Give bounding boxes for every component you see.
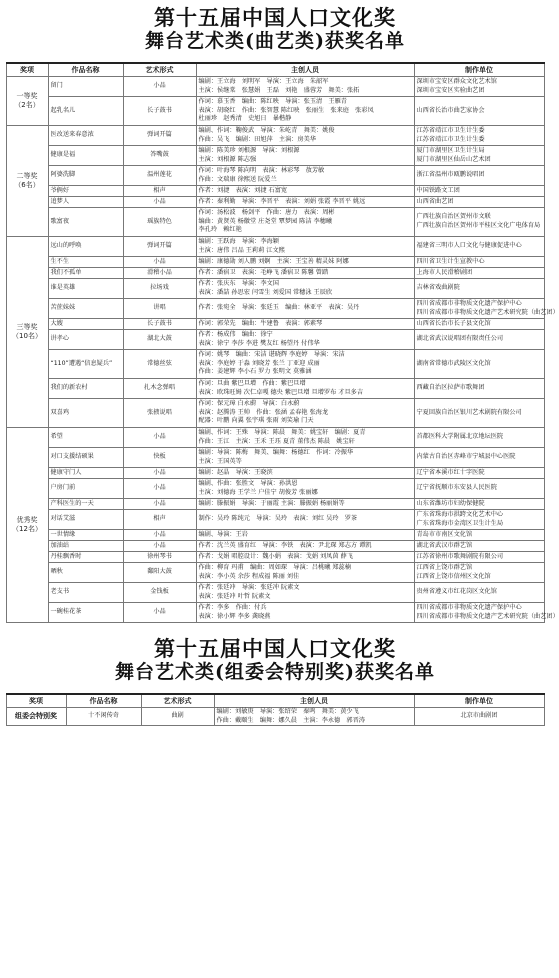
awards-table xyxy=(6,62,559,623)
art-form: 张掖说唱 xyxy=(123,399,196,428)
creators-line: 编曲：黄贤英 杨徽堂 庄尧堂 覃梦园 陈洁 李穗曦 xyxy=(198,217,333,225)
creators-line: 主演：唐伟 吕品 王莉莉 江文熙 xyxy=(198,246,285,254)
page-title-special: 第十五届中国人口文化奖 xyxy=(154,636,396,661)
unit-line: 四川省成都市非物质文化遗产艺术研究院（曲艺团） xyxy=(416,308,559,316)
work-title: 苦蔗妹妹 xyxy=(48,299,123,319)
creators-cell xyxy=(196,541,414,552)
creators-line: 制作：吴玲 陈纯元 导演：吴玲 表演：刘红 吴玲 罗茶 xyxy=(198,515,358,523)
creators-cell xyxy=(196,257,414,268)
unit-line: 宁夏回族自治区银川艺术剧院有限公司 xyxy=(416,408,522,416)
art-form: 瑶族特色 xyxy=(123,208,196,237)
header-creators: 主创人员 xyxy=(214,694,414,708)
work-title: 我们的新农村 xyxy=(48,379,123,399)
creators-line: 作者：潘宿卫 表演：毛峥飞 潘宿卫 陈馨 曾踏 xyxy=(198,268,329,276)
table-row xyxy=(6,708,544,726)
work-title: 产科医生的一天 xyxy=(48,499,123,510)
header-form: 艺术形式 xyxy=(141,694,214,708)
unit-cell xyxy=(414,530,544,541)
unit-cell xyxy=(414,208,544,237)
work-title: “110”遭遇“信息疑兵” xyxy=(48,350,123,379)
unit-line: 江西省上饶市信州区文化馆 xyxy=(416,572,491,580)
creators-cell xyxy=(196,510,414,530)
creators-line: 编剧：导演：陈梅 舞美、编舞：杨德红 作词：冷振华 xyxy=(198,448,354,456)
table-row xyxy=(6,552,544,563)
creators-line: 作词：旦曲 紫巴旦增 作曲：紫巴旦增 xyxy=(198,379,306,387)
work-title: 留门 xyxy=(48,77,123,97)
table-header-row xyxy=(6,694,544,708)
unit-line: 江苏省徐州市歌舞剧院有限公司 xyxy=(416,552,504,560)
creators-line: 杜丽珍 赵秀清 史旭日 暴楷静 xyxy=(198,115,292,123)
creators-cell xyxy=(214,708,414,726)
award-count: （6名） xyxy=(14,181,40,189)
unit-line: 上海市人民滑稽剧团 xyxy=(416,268,473,276)
creators-line: 编剧：王立海 刘明军 导演：王立海 朱韶军 xyxy=(198,77,329,85)
unit-cell xyxy=(414,330,544,350)
creators-cell xyxy=(196,530,414,541)
table-row xyxy=(6,146,544,166)
unit-line: 四川省成都市非物质文化遗产艺术研究院（曲艺团） xyxy=(416,612,559,620)
unit-cell xyxy=(414,186,544,197)
art-form: 相声 xyxy=(123,186,196,197)
work-title: 希望 xyxy=(48,428,123,448)
unit-line: 四川省成都市非物质文化遗产保护中心 xyxy=(416,299,522,307)
creators-cell xyxy=(196,319,414,330)
creators-line: 表演：徐小辉 李多 龚晓燕 xyxy=(198,612,271,620)
award-name: 一等奖 xyxy=(16,92,38,101)
unit-line: 四川省卫生计生宣教中心 xyxy=(416,257,485,265)
page-subtitle-special: 舞台艺术类(组委会特别奖)获奖名单 xyxy=(115,661,435,683)
unit-line: 辽宁省本溪市红十字医院 xyxy=(416,468,485,476)
creators-line: 作词：郭荣先 编曲：牛建鲁 表演：郭素琴 xyxy=(198,319,323,327)
creators-cell xyxy=(196,237,414,257)
table-row xyxy=(6,448,544,468)
unit-line: 广东省珠海市拱跨文化艺术中心 xyxy=(416,510,504,518)
art-form: 滑稽小品 xyxy=(123,268,196,279)
creators-line: 作者：沈兰英 盛育红 导演：李铁 表演：尹北琛 郑志方 谭凯 xyxy=(198,541,372,549)
art-form: 小品 xyxy=(123,499,196,510)
awards-table-body xyxy=(6,77,559,623)
creators-line: 作词：汤松波 杨剑平 作曲：唐力 表演：周彬 xyxy=(198,209,335,217)
unit-cell xyxy=(414,603,559,623)
work-title: 健康守门人 xyxy=(48,468,123,479)
creators-cell xyxy=(196,603,414,623)
creators-cell xyxy=(196,448,414,468)
creators-cell xyxy=(196,350,414,379)
unit-line: 内蒙古自治区赤峰市宁城县中心医院 xyxy=(416,453,516,461)
header-unit: 制作单位 xyxy=(414,694,544,708)
unit-line: 广西壮族自治区贺州市平桂区文化广电体育局 xyxy=(416,222,541,229)
unit-cell xyxy=(414,479,544,499)
table-row xyxy=(6,166,544,186)
work-title: 讲孝心 xyxy=(48,330,123,350)
creators-cell xyxy=(196,126,414,146)
work-title: 医改送来春意浓 xyxy=(48,126,123,146)
work-title: 晒秋 xyxy=(48,563,123,583)
creators-line: 编剧：滕振娟 导演：于丽霞 主演：滕振娟 杨丽娟等 xyxy=(198,499,345,507)
work-title: 丹桂飘香时 xyxy=(48,552,123,563)
unit-cell xyxy=(414,197,544,208)
work-title: 加油站 xyxy=(48,541,123,552)
unit-line: 浙江省温州市瓯鹏说唱团 xyxy=(416,171,485,179)
creators-line: 作者：秦利勤 导演：李晋平 表演：刘娟 张霞 李晋平 姚远 xyxy=(198,197,366,205)
art-form: 常德丝弦 xyxy=(123,350,196,379)
unit-line: 山东省潍坊市妇幼保健院 xyxy=(416,499,485,507)
creators-cell xyxy=(196,166,414,186)
table-row xyxy=(6,208,544,237)
creators-line: 表演：张廷冲 叶哲 阮素文 xyxy=(198,592,271,600)
creators-line: 表演：李小英 余莎 程成福 陈丽 刘佳 xyxy=(198,572,300,580)
table-row xyxy=(6,350,544,379)
creators-line: 作曲：王江 主演：王禾 王珏 夏青 董伟杰 陈晨 姚宝轩 xyxy=(198,437,355,445)
creators-line: 作曲：戴颐生 编舞：娜久晨 主演：李永德 郭晋涛 xyxy=(216,716,365,724)
unit-line: 湖南省常德市武陵区文化馆 xyxy=(416,359,491,367)
creators-cell xyxy=(196,186,414,197)
creators-line: 表演：潘喆 孙思宏 闫雪生 刘爱国 常穗泳 王辰欣 xyxy=(198,288,333,296)
table-row xyxy=(6,499,544,510)
unit-cell xyxy=(414,237,544,257)
creators-cell xyxy=(196,379,414,399)
table-row xyxy=(6,479,544,499)
unit-cell xyxy=(414,97,544,126)
creators-line: 编剧：赵晶 导演：王晓滨 xyxy=(198,468,273,476)
creators-line: 表演：胡晓红 作曲：张智慧 陈红映 张丽生 张来庭 张彩凤 xyxy=(198,106,374,114)
work-title: 老支书 xyxy=(48,583,123,603)
work-title: 一世情缘 xyxy=(48,530,123,541)
creators-line: 编剧：陈美珍 刘根源 导演：刘根源 xyxy=(198,146,300,154)
award-level: 组委会特别奖 xyxy=(6,708,66,726)
work-title: 大嫂 xyxy=(48,319,123,330)
unit-line: 湖北省武汉市群艺馆 xyxy=(416,541,473,549)
creators-line: 作曲：柳育 玛甫 编曲：周如琛 导演：吕桃曦 郑蕊楠 xyxy=(198,563,351,571)
creators-line: 主演：刘根源 陈志强 xyxy=(198,155,257,163)
work-title: 歌富夜 xyxy=(48,208,123,237)
table-row xyxy=(6,257,544,268)
unit-cell xyxy=(414,379,544,399)
unit-line: 厦门市湖里区卫生计生局 xyxy=(416,146,485,154)
award-name: 优秀奖 xyxy=(16,516,38,525)
art-form: 拉场戏 xyxy=(123,279,196,299)
unit-line: 西藏自治区拉萨市歌舞团 xyxy=(416,384,485,392)
unit-cell xyxy=(414,146,544,166)
creators-cell xyxy=(196,479,414,499)
page-title: 第十五届中国人口文化奖 xyxy=(154,5,396,30)
art-form: 小品 xyxy=(123,530,196,541)
table-row xyxy=(6,510,544,530)
unit-line: 山西省曲艺团 xyxy=(416,197,454,205)
art-form: 湖北大鼓 xyxy=(123,330,196,350)
creators-cell xyxy=(196,583,414,603)
creators-line: 作曲：文瑞康 徐熙送 阮爱兰 xyxy=(198,175,277,183)
work-title: 健康是福 xyxy=(48,146,123,166)
unit-line: 山西省长治市长子县文化馆 xyxy=(416,319,491,327)
table-row xyxy=(6,268,544,279)
creators-line: 作者：刘捷 表演：刘捷 石富宽 xyxy=(198,186,288,194)
unit-cell xyxy=(414,257,544,268)
unit-cell xyxy=(414,448,544,468)
creators-cell xyxy=(196,77,414,97)
unit-cell xyxy=(414,468,544,479)
unit-cell xyxy=(414,77,544,97)
award-level xyxy=(6,126,48,237)
unit-cell xyxy=(414,541,544,552)
unit-line: 北京市曲剧团 xyxy=(460,712,498,720)
unit-line: 湖北省武汉说唱团有限责任公司 xyxy=(416,335,504,343)
title-block xyxy=(0,0,550,62)
work-title: 追梦人 xyxy=(48,197,123,208)
table-row xyxy=(6,97,544,126)
unit-cell xyxy=(414,350,544,379)
creators-cell xyxy=(196,208,414,237)
unit-line: 江苏省靖江市卫生计生委 xyxy=(416,135,485,143)
creators-line: 配器：叶鹏 向翼 张宇琪 张雨 刘笑瑜 门天 xyxy=(198,417,314,425)
unit-line: 江苏省靖江市卫生计生委 xyxy=(416,126,485,134)
page-subtitle: 舞台艺术类(曲艺类)获奖名单 xyxy=(145,30,405,52)
work-title: 十不闲传奇 xyxy=(66,708,141,726)
creators-cell xyxy=(196,268,414,279)
work-title: 谁是英雄 xyxy=(48,279,123,299)
table-row xyxy=(6,330,544,350)
unit-cell xyxy=(414,126,544,146)
art-form: 曲剧 xyxy=(141,708,214,726)
creators-cell xyxy=(196,399,414,428)
table-row xyxy=(6,279,544,299)
art-form: 徐州琴书 xyxy=(123,552,196,563)
table-row xyxy=(6,237,544,257)
creators-line: 表演：李庭婷 于淼 刘晓芳 张兰 丁亚迎 成丽 xyxy=(198,359,320,367)
table-row xyxy=(6,583,544,603)
title-block-special xyxy=(0,631,550,693)
award-count: （10名） xyxy=(12,332,42,340)
creators-line: 作者：戈娟 唱腔设计：魏小娟 表演：戈娟 刘凤茵 薛飞 xyxy=(198,552,353,560)
unit-line: 厦门市湖里区仙岳山艺术团 xyxy=(416,155,491,163)
unit-cell xyxy=(414,510,544,530)
art-form: 快板 xyxy=(123,448,196,468)
unit-line: 山西省长治市曲艺家协会 xyxy=(416,106,485,114)
table-row xyxy=(6,126,544,146)
header-unit: 制作单位 xyxy=(414,63,544,77)
art-form: 长子鼓书 xyxy=(123,319,196,330)
work-title: 生不生 xyxy=(48,257,123,268)
table-row xyxy=(6,563,544,583)
table-row xyxy=(6,197,544,208)
creators-cell xyxy=(196,146,414,166)
unit-line: 深圳市宝安区群众文化艺术馆 xyxy=(416,77,497,85)
creators-cell xyxy=(196,279,414,299)
unit-cell xyxy=(414,428,544,448)
creators-line: 作者：张廷冲 导演：张廷冲 阮素文 xyxy=(198,583,300,591)
creators-cell xyxy=(196,330,414,350)
award-level xyxy=(6,77,48,126)
creators-line: 作词：保元璋 白永蔚 导演：白永蔚 xyxy=(198,400,300,408)
table-header-row xyxy=(6,63,544,77)
art-form: 小品 xyxy=(123,479,196,499)
work-title: 我们不孤单 xyxy=(48,268,123,279)
unit-cell xyxy=(414,319,544,330)
unit-line: 四川省成都市非物质文化遗产保护中心 xyxy=(416,603,522,611)
creators-cell xyxy=(196,552,414,563)
table-row xyxy=(6,77,544,97)
header-award: 奖项 xyxy=(6,694,66,708)
award-level xyxy=(6,428,48,623)
art-form: 答嘴鼓 xyxy=(123,146,196,166)
header-name: 作品名称 xyxy=(48,63,123,77)
creators-line: 作者：张庆东 导演：李文国 xyxy=(198,279,279,287)
unit-line: 吉林省戏曲剧院 xyxy=(416,284,460,292)
table-row xyxy=(6,186,544,197)
art-form: 小品 xyxy=(123,541,196,552)
unit-cell xyxy=(414,279,544,299)
unit-cell xyxy=(414,563,544,583)
creators-line: 表演：欧珠旺姆 次仁卓嘎 德央 紫巴旦增 旦增罗布 才旦多吉 xyxy=(198,388,364,396)
table-row xyxy=(6,603,544,623)
art-form: 长子鼓书 xyxy=(123,97,196,126)
work-title: 对口支援结硕果 xyxy=(48,448,123,468)
award-level xyxy=(6,237,48,428)
unit-cell xyxy=(414,166,544,186)
creators-line: 作曲：吴飞 编剧：田旭萍 主演：房美华 xyxy=(198,135,317,143)
table-row xyxy=(6,530,544,541)
unit-cell xyxy=(414,583,544,603)
creators-cell xyxy=(196,197,414,208)
creators-cell xyxy=(196,563,414,583)
header-name: 作品名称 xyxy=(66,694,141,708)
unit-line: 福建省三明市人口文化与健康促进中心 xyxy=(416,242,522,250)
art-form: 弹词开篇 xyxy=(123,237,196,257)
unit-cell xyxy=(414,299,559,319)
creators-line: 作词：姚琴 编曲：宋洁 谌晓辉 李庭婷 导演：宋洁 xyxy=(198,351,345,359)
creators-cell xyxy=(196,428,414,448)
art-form: 弹词开篇 xyxy=(123,126,196,146)
creators-line: 编剧：刘敏庚 导演：张绍荣 秦鸣 舞美：黄少飞 xyxy=(216,708,359,715)
creators-line: 作词：叶海琴 陈向明 表演：林彩琴 敖芳敏 xyxy=(198,166,325,174)
art-form: 小品 xyxy=(123,603,196,623)
art-form: 小品 xyxy=(123,257,196,268)
creators-line: 表演：赵腾涛 王帅 作曲：张涵 孟春艳 张海龙 xyxy=(198,408,329,416)
creators-line: 主演：刘德海 王学兰 户佳宁 胡俊芳 张丽娜 xyxy=(198,488,318,496)
creators-line: 作者：李多 作曲：付兵 xyxy=(198,603,267,611)
table-row xyxy=(6,468,544,479)
unit-line: 辽宁省抚顺市东安县人民医院 xyxy=(416,484,497,492)
creators-line: 作者：杨成伟 编曲：徐宁 xyxy=(198,330,273,338)
creators-line: 编剧、作词：王殊 导演：陈晨 舞美：姚宝轩 编剧：夏青 xyxy=(198,428,366,436)
art-form: 小品 xyxy=(123,77,196,97)
creators-line: 编剧、作词：鞠俊武 导演：朱屹青 舞美：姚俊 xyxy=(198,126,335,134)
art-form: 金钱板 xyxy=(123,583,196,603)
work-title: 户房门前 xyxy=(48,479,123,499)
art-form: 小品 xyxy=(123,197,196,208)
award-count: （2名） xyxy=(14,101,40,109)
header-creators: 主创人员 xyxy=(196,63,414,77)
unit-cell xyxy=(414,268,544,279)
award-name: 三等奖 xyxy=(16,323,38,332)
creators-cell xyxy=(196,299,414,319)
creators-line: 主演：侯继棠 张慧娟 王磊 刘艳 盛蓉芳 舞美：张拓 xyxy=(198,86,360,94)
table-row xyxy=(6,319,544,330)
table-row xyxy=(6,541,544,552)
award-name: 二等奖 xyxy=(16,172,38,181)
special-award-table xyxy=(6,693,545,726)
table-row xyxy=(6,379,544,399)
work-title: 起乳名儿 xyxy=(48,97,123,126)
art-form: 小品 xyxy=(123,468,196,479)
creators-line: 作者：张宛全 导演：张廷玉 编曲：林亚平 表演：吴丹 xyxy=(198,304,360,312)
art-form: 讲唱 xyxy=(123,299,196,319)
creators-cell xyxy=(196,97,414,126)
creators-line: 表演：徐宁 李莎 李进 樊友红 杨望丹 付伟华 xyxy=(198,339,320,347)
art-form: 小品 xyxy=(123,428,196,448)
creators-line: 编剧、作曲：张胜文 导演：孙洪恩 xyxy=(198,479,298,487)
creators-line: 主演：王国英等 xyxy=(198,457,242,465)
table-row xyxy=(6,428,544,448)
unit-line: 中国铁路文工团 xyxy=(416,186,460,194)
unit-line: 深圳市宝安区实验曲艺团 xyxy=(416,86,485,94)
unit-cell xyxy=(414,552,544,563)
award-count: （12名） xyxy=(12,525,42,533)
unit-cell xyxy=(414,499,544,510)
art-form: 相声 xyxy=(123,510,196,530)
unit-line: 广西壮族自治区贺州市文联 xyxy=(416,213,491,221)
unit-cell xyxy=(414,708,544,726)
creators-line: 编剧、导演：王岩 xyxy=(198,530,248,538)
art-form: 扎木念弹唱 xyxy=(123,379,196,399)
creators-line: 李孔玲 赖红艳 xyxy=(198,226,242,234)
work-title: 双喜鸡 xyxy=(48,399,123,428)
creators-line: 作词：慕玉香 编曲：陈红映 导演：张玉清 王雁青 xyxy=(198,98,347,106)
creators-line: 作曲：姜建辉 李小石 罗力 张明文 莫雅涵 xyxy=(198,368,312,376)
work-title: 爷俩好 xyxy=(48,186,123,197)
art-form: 温州莲花 xyxy=(123,166,196,186)
creators-cell xyxy=(196,499,414,510)
unit-line: 广东省珠海市金湾区卫生计生局 xyxy=(416,519,504,527)
creators-line: 编剧：王跃海 导演：李海颖 xyxy=(198,237,279,245)
unit-line: 贵州省遵义市红花岗区文化馆 xyxy=(416,588,497,596)
creators-line: 编剧：康德勋 刘人鹏 刘婀 主演：王宝善 精灵妹 阿娜 xyxy=(198,257,349,265)
header-award: 奖项 xyxy=(6,63,48,77)
table-row xyxy=(6,399,544,428)
header-form: 艺术形式 xyxy=(123,63,196,77)
art-form: 鄱阳大鼓 xyxy=(123,563,196,583)
unit-cell xyxy=(414,399,544,428)
table-row xyxy=(6,299,544,319)
unit-line: 首都医科大学附属北京地坛医院 xyxy=(416,433,504,441)
work-title: 对话艾滋 xyxy=(48,510,123,530)
unit-line: 青岛市市南区文化馆 xyxy=(416,530,473,538)
work-title: 远山的呼唤 xyxy=(48,237,123,257)
unit-line: 江西省上饶市群艺馆 xyxy=(416,563,473,571)
work-title: 一碗桂花茶 xyxy=(48,603,123,623)
work-title: 阿婆洗脚 xyxy=(48,166,123,186)
creators-cell xyxy=(196,468,414,479)
